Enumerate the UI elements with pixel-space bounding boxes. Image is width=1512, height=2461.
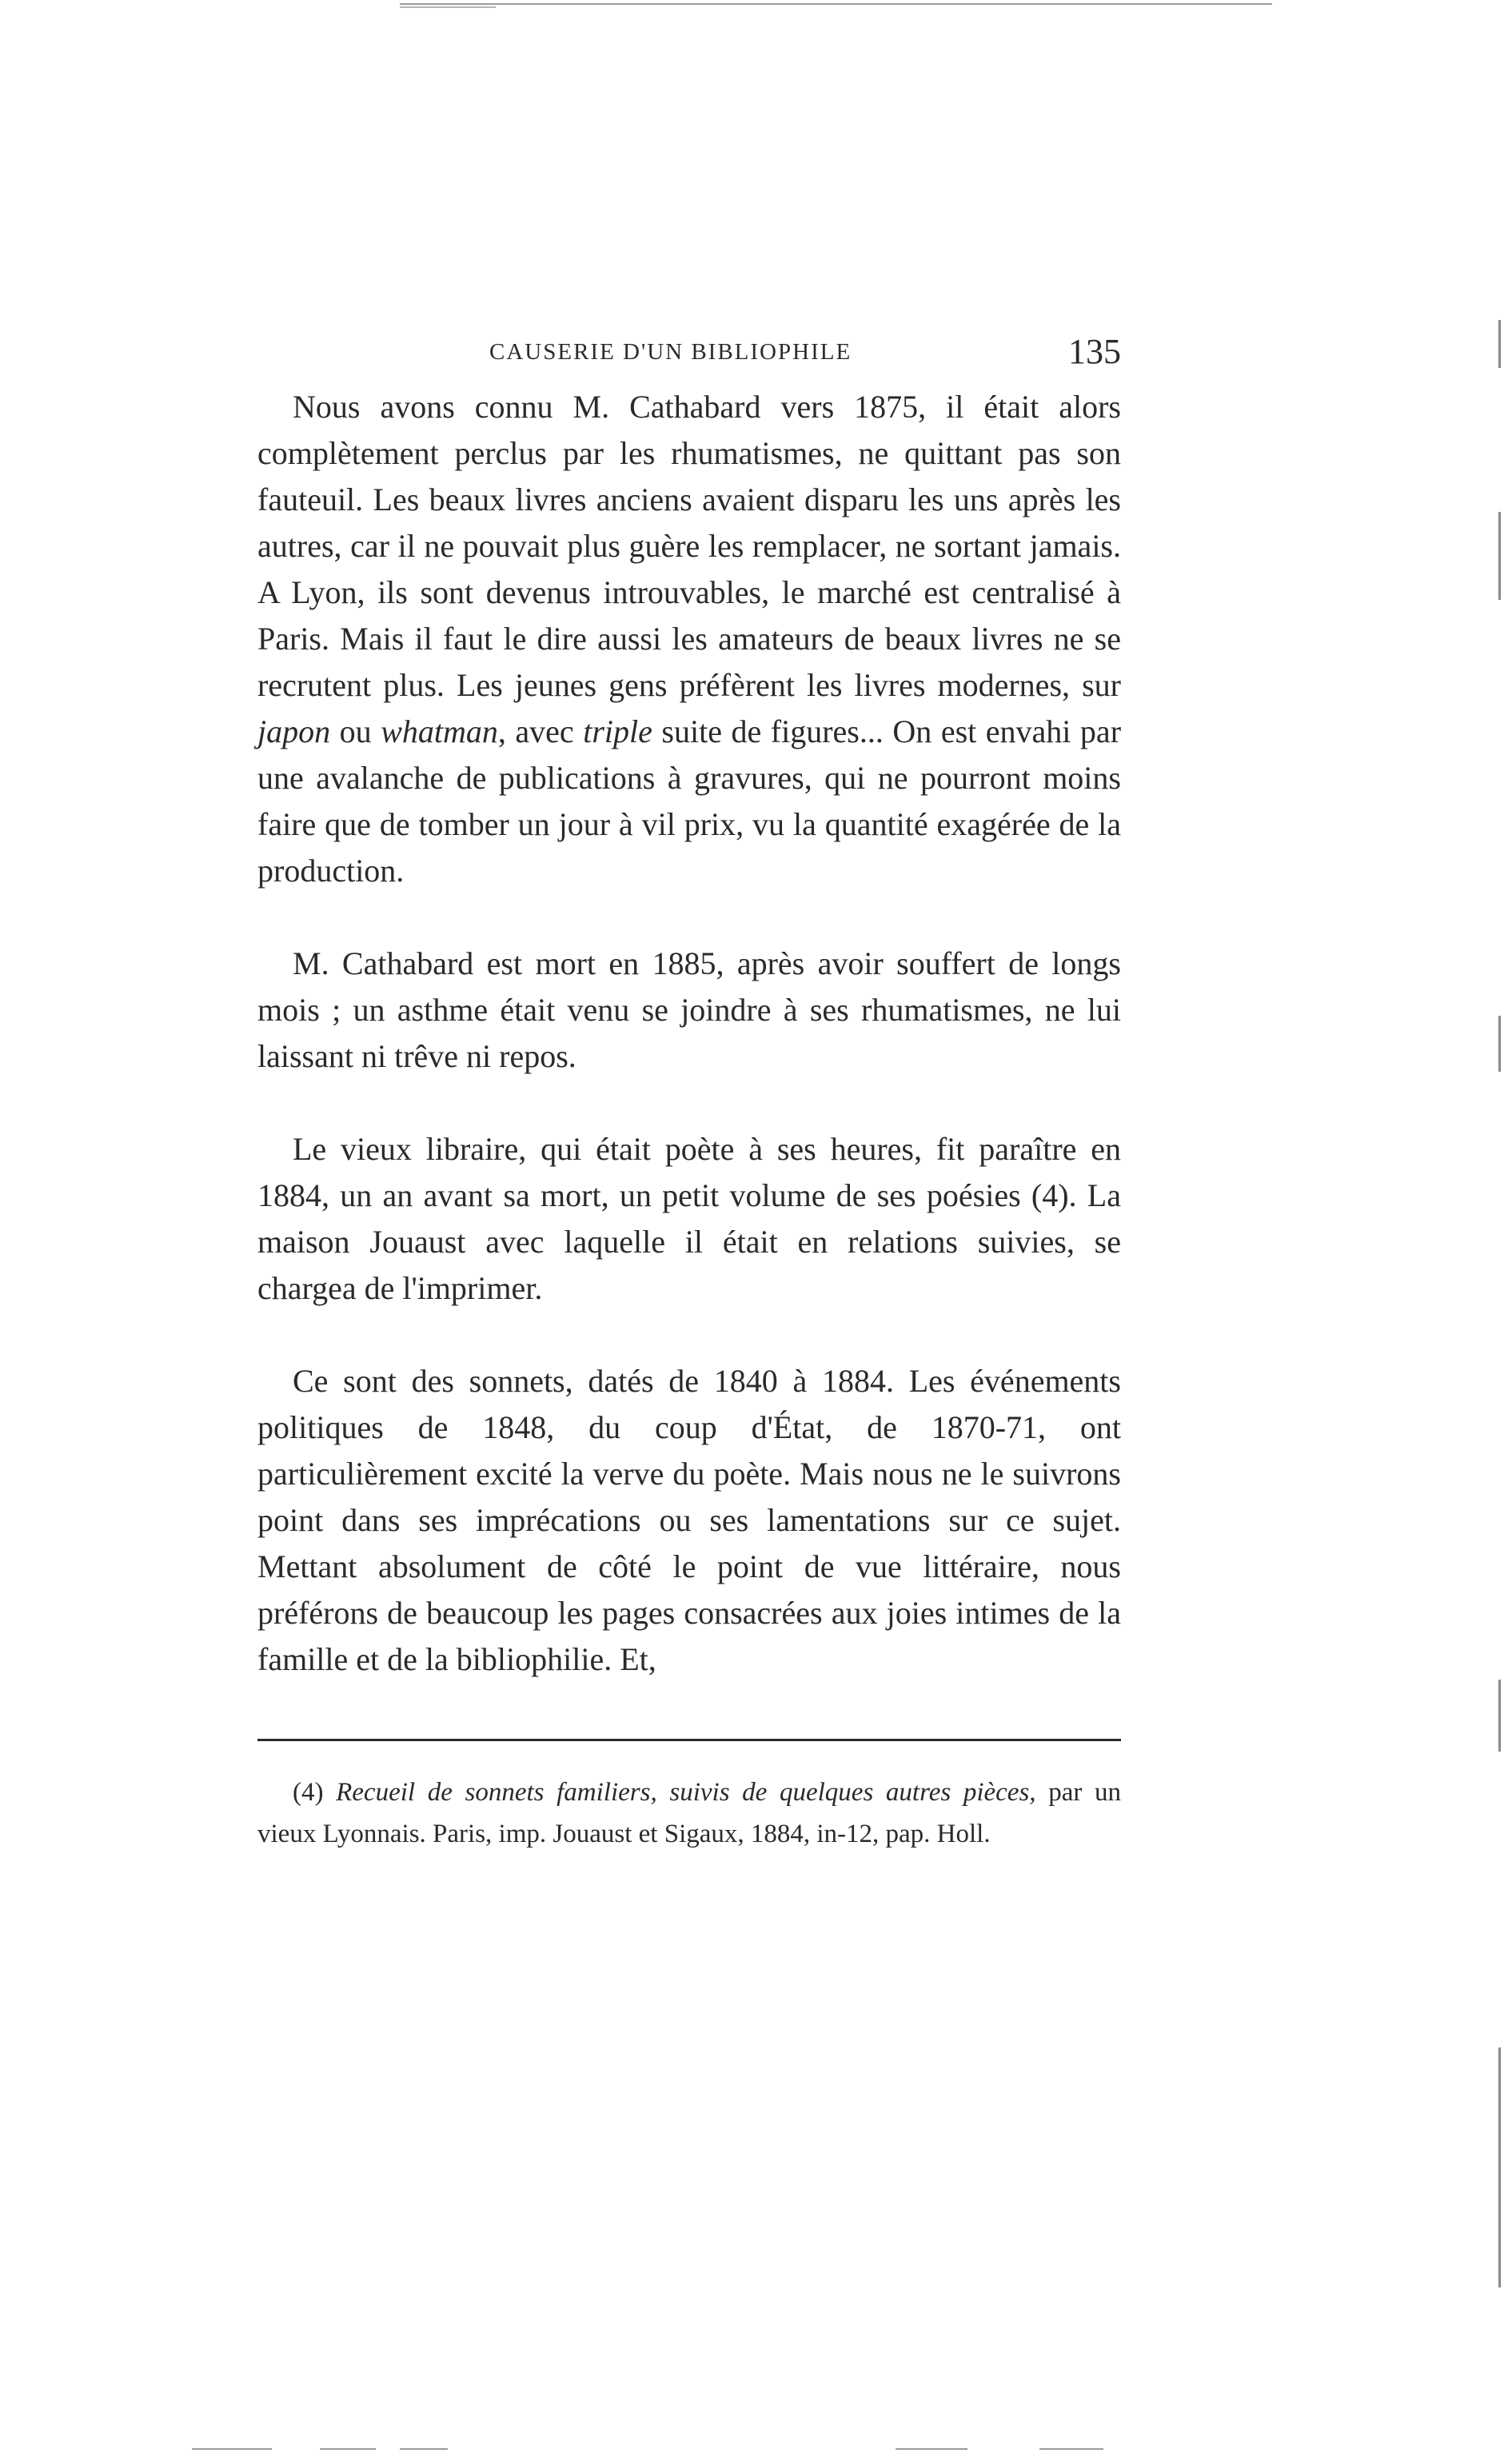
footnote-text: par un vieux Lyonnais. Paris, imp. Jouaust et Sigaux, 1884, in-12, pap. Holl. — [257, 1778, 1121, 1848]
paragraph — [257, 384, 1121, 894]
paragraph — [257, 1358, 1121, 1683]
page-content — [257, 320, 1121, 1881]
scan-edge-bottom-mark — [896, 2448, 967, 2450]
paragraph-text: Le vieux libraire, qui était poète à ses heures, fit paraître en 1884, un an avant sa mort, un petit volume de ses poésies (4). La maison Jouaust avec laquelle il était en relations suivies, se chargea de l'imprimer. — [257, 1131, 1121, 1306]
scan-edge-bottom-mark — [1039, 2448, 1103, 2450]
running-head — [257, 320, 1121, 384]
body-text — [257, 384, 1121, 1683]
scan-edge-top — [400, 3, 1272, 5]
paragraph-text: M. Cathabard est mort en 1885, après avoir souffert de longs mois ; un asthme était venu se joindre à ses rhumatismes, ne lui laissant ni trêve ni repos. — [257, 945, 1121, 1074]
paragraph-text: Nous avons connu M. Cathabard vers 1875, il était alors complètement perclus par les rhumatismes, ne quittant pas son fauteuil. Les beaux livres anciens avaient disparu les uns après les autres, car il ne pouvait plus guère les remplacer, ne sortant jamais. A Lyon, ils sont devenus introuvables, le marché est centralisé à Paris. Mais il faut le dire aussi les amateurs de beaux livres ne se recrutent plus. Les jeunes gens préfèrent les livres modernes, sur — [257, 389, 1121, 703]
scan-edge-top-short — [400, 6, 496, 8]
scan-edge-right-mark — [1498, 1016, 1501, 1072]
scan-edge-right-mark — [1498, 512, 1501, 600]
paragraph-italic-text: triple — [583, 713, 652, 749]
running-title: CAUSERIE D'UN BIBLIOPHILE — [489, 339, 852, 365]
page-number: 135 — [1068, 332, 1121, 371]
footnote-text: (4) — [293, 1778, 337, 1807]
footnote — [257, 1772, 1121, 1855]
paragraph-text: suite de figures... On est envahi par une avalanche de publications à gravures, qui ne pourront moins faire que de tomber un jour à vil prix, vu la quantité exagérée de la production. — [257, 713, 1122, 889]
footnote-rule — [257, 1739, 1121, 1741]
paragraph-text: ou — [330, 713, 381, 749]
footnote-italic-text: Recueil de sonnets familiers, suivis de quelques autres pièces, — [336, 1778, 1036, 1807]
scan-edge-bottom-mark — [400, 2448, 448, 2450]
scan-edge-bottom-mark — [320, 2448, 376, 2450]
paragraph-text: Ce sont des sonnets, datés de 1840 à 1884. Les événements politiques de 1848, du coup d'État, de 1870-71, ont particulièrement excité la verve du poète. Mais nous ne le suivrons point dans ses imprécations ou ses lamentations sur ce sujet. Mettant absolument de côté le point de vue littéraire, nous préférons de beaucoup les pages consacrées aux joies intimes de la famille et de la bibliophilie. Et, — [257, 1363, 1121, 1677]
scan-edge-right-mark — [1498, 320, 1501, 368]
paragraph-italic-text: whatman — [381, 713, 498, 749]
paragraph — [257, 941, 1121, 1080]
scan-edge-bottom-mark — [192, 2448, 272, 2450]
scan-edge-right-mark — [1498, 1680, 1501, 1752]
paragraph-italic-text: japon — [257, 713, 331, 749]
paragraph — [257, 1126, 1121, 1312]
paragraph-text: , avec — [497, 713, 584, 749]
scan-edge-right-mark — [1498, 2048, 1501, 2287]
